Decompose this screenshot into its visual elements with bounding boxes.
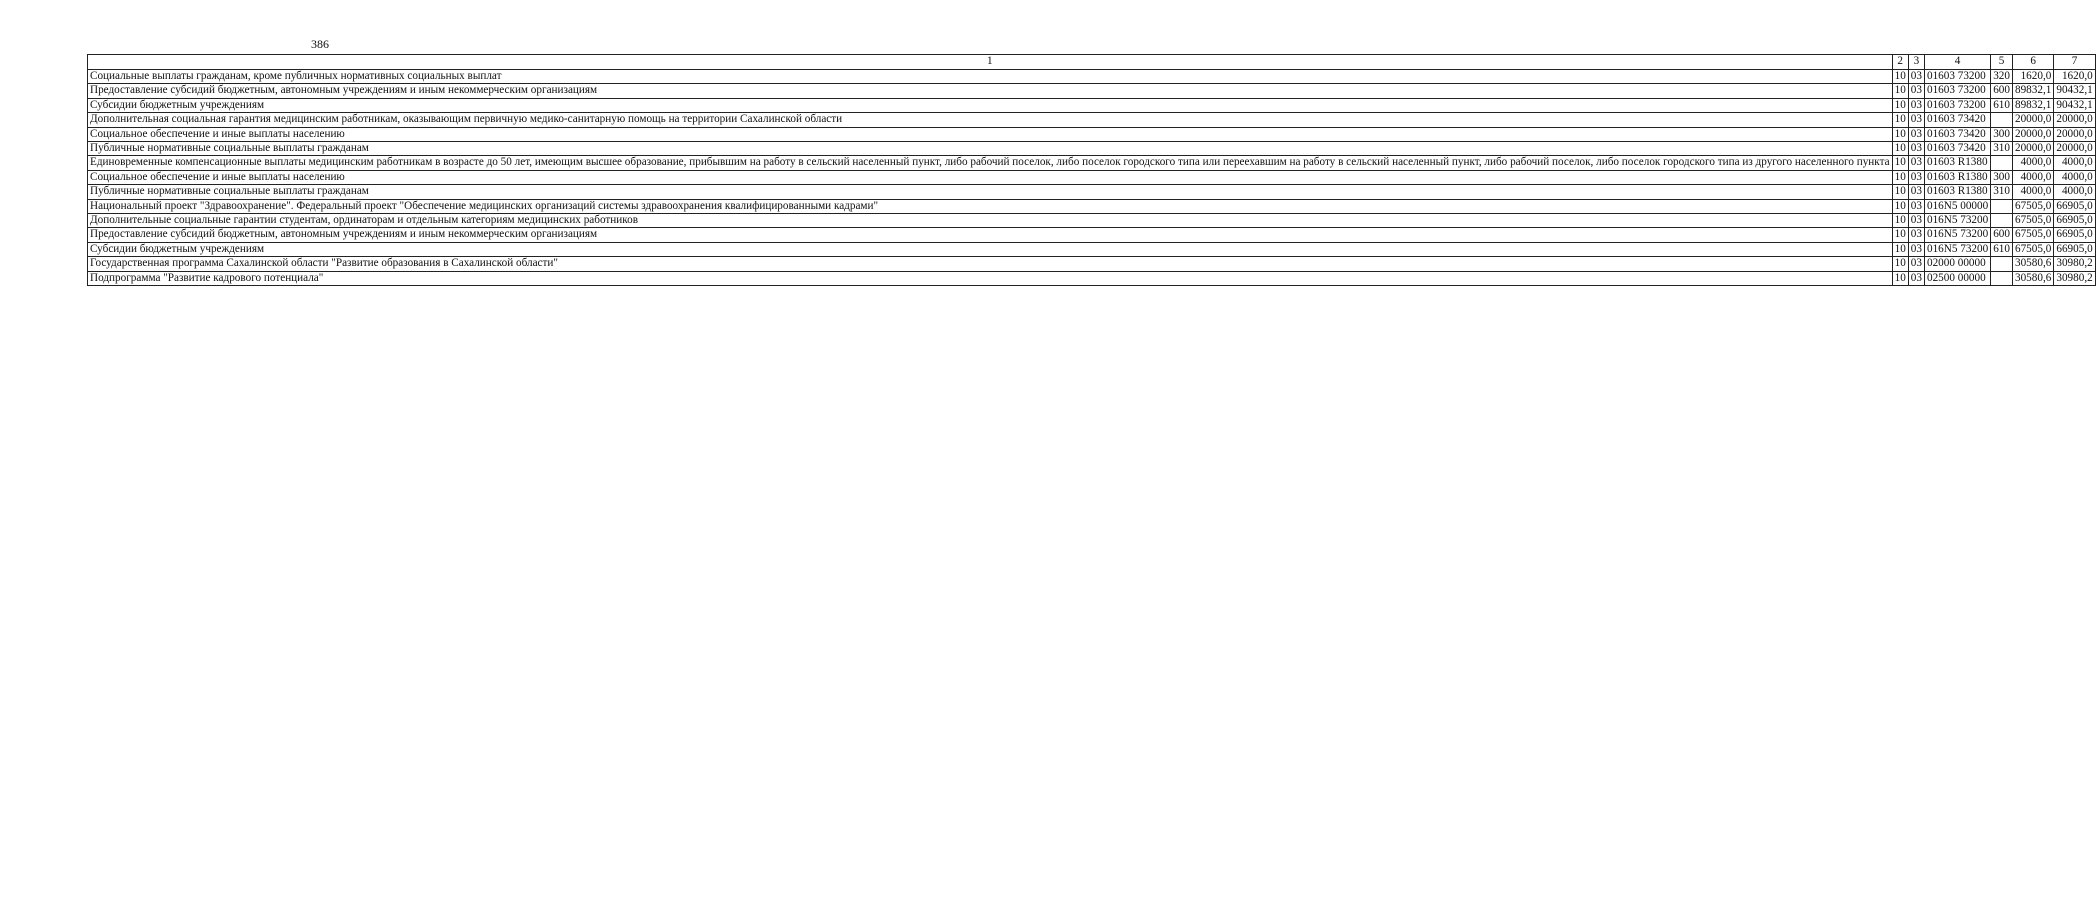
row-name: Дополнительная социальная гарантия медицинским работникам, оказывающим первичную медико-санитарную помощь на территории Сахалинской области — [88, 113, 1893, 127]
row-value-2: 66905,0 — [2054, 228, 2095, 242]
row-target-code: 016N5 73200 — [1924, 242, 1990, 256]
row-subsection: 03 — [1908, 271, 1924, 285]
row-subsection: 03 — [1908, 98, 1924, 112]
row-target-code: 01603 73200 — [1924, 98, 1990, 112]
table-row — [88, 84, 2096, 98]
row-value-1: 4000,0 — [2012, 170, 2053, 184]
row-name: Субсидии бюджетным учреждениям — [88, 242, 1893, 256]
row-target-code: 01603 R1380 — [1924, 156, 1990, 170]
row-expense-type — [1991, 156, 2013, 170]
row-value-1: 89832,1 — [2012, 98, 2053, 112]
row-name: Социальное обеспечение и иные выплаты населению — [88, 170, 1893, 184]
row-target-code: 02000 00000 — [1924, 257, 1990, 271]
row-subsection: 03 — [1908, 214, 1924, 228]
header-col-5: 5 — [1991, 55, 2013, 70]
table-row — [88, 214, 2096, 228]
row-target-code: 01603 73200 — [1924, 70, 1990, 84]
row-section: 10 — [1892, 185, 1908, 199]
row-name: Социальные выплаты гражданам, кроме публичных нормативных социальных выплат — [88, 70, 1893, 84]
table-row — [88, 70, 2096, 84]
row-subsection: 03 — [1908, 242, 1924, 256]
row-section: 10 — [1892, 84, 1908, 98]
table-row — [88, 228, 2096, 242]
row-value-2: 30980,2 — [2054, 271, 2095, 285]
row-section: 10 — [1892, 257, 1908, 271]
row-expense-type: 310 — [1991, 185, 2013, 199]
row-value-2: 66905,0 — [2054, 199, 2095, 213]
row-value-1: 20000,0 — [2012, 142, 2053, 156]
row-target-code: 01603 73420 — [1924, 127, 1990, 141]
row-target-code: 02500 00000 — [1924, 271, 1990, 285]
row-expense-type: 610 — [1991, 242, 2013, 256]
row-expense-type: 600 — [1991, 228, 2013, 242]
row-name: Дополнительные социальные гарантии студентам, ординаторам и отдельным категориям медицинских работников — [88, 214, 1893, 228]
row-target-code: 016N5 73200 — [1924, 214, 1990, 228]
row-subsection: 03 — [1908, 199, 1924, 213]
row-subsection: 03 — [1908, 170, 1924, 184]
row-expense-type: 600 — [1991, 84, 2013, 98]
row-expense-type: 610 — [1991, 98, 2013, 112]
row-value-1: 20000,0 — [2012, 113, 2053, 127]
row-subsection: 03 — [1908, 84, 1924, 98]
row-value-1: 1620,0 — [2012, 70, 2053, 84]
header-col-2: 2 — [1892, 55, 1908, 70]
header-col-1: 1 — [88, 55, 1893, 70]
row-name: Государственная программа Сахалинской области "Развитие образования в Сахалинской области" — [88, 257, 1893, 271]
page-number: 386 — [311, 37, 329, 51]
row-target-code: 01603 R1380 — [1924, 185, 1990, 199]
table-row — [88, 170, 2096, 184]
table-row — [88, 242, 2096, 256]
row-section: 10 — [1892, 113, 1908, 127]
row-section: 10 — [1892, 70, 1908, 84]
row-section: 10 — [1892, 271, 1908, 285]
row-section: 10 — [1892, 199, 1908, 213]
header-col-6: 6 — [2012, 55, 2053, 70]
row-target-code: 01603 73200 — [1924, 84, 1990, 98]
header-row — [88, 55, 2096, 70]
row-subsection: 03 — [1908, 70, 1924, 84]
row-subsection: 03 — [1908, 113, 1924, 127]
row-value-1: 89832,1 — [2012, 84, 2053, 98]
row-value-2: 66905,0 — [2054, 214, 2095, 228]
table-row — [88, 199, 2096, 213]
row-value-2: 20000,0 — [2054, 113, 2095, 127]
row-name: Предоставление субсидий бюджетным, автономным учреждениям и иным некоммерческим организациям — [88, 228, 1893, 242]
row-name: Публичные нормативные социальные выплаты гражданам — [88, 185, 1893, 199]
row-target-code: 01603 73420 — [1924, 113, 1990, 127]
row-target-code: 01603 73420 — [1924, 142, 1990, 156]
row-value-1: 67505,0 — [2012, 242, 2053, 256]
row-target-code: 016N5 73200 — [1924, 228, 1990, 242]
table-row — [88, 156, 2096, 170]
row-value-1: 4000,0 — [2012, 156, 2053, 170]
row-value-2: 90432,1 — [2054, 98, 2095, 112]
row-expense-type — [1991, 257, 2013, 271]
row-value-2: 4000,0 — [2054, 185, 2095, 199]
row-name: Публичные нормативные социальные выплаты гражданам — [88, 142, 1893, 156]
row-target-code: 01603 R1380 — [1924, 170, 1990, 184]
row-section: 10 — [1892, 156, 1908, 170]
table-row — [88, 271, 2096, 285]
row-subsection: 03 — [1908, 257, 1924, 271]
row-section: 10 — [1892, 170, 1908, 184]
row-name: Субсидии бюджетным учреждениям — [88, 98, 1893, 112]
row-section: 10 — [1892, 127, 1908, 141]
row-value-2: 30980,2 — [2054, 257, 2095, 271]
header-col-7: 7 — [2054, 55, 2095, 70]
table-row — [88, 185, 2096, 199]
row-subsection: 03 — [1908, 185, 1924, 199]
table-row — [88, 142, 2096, 156]
row-subsection: 03 — [1908, 127, 1924, 141]
table-row — [88, 127, 2096, 141]
table-row — [88, 113, 2096, 127]
row-expense-type: 300 — [1991, 170, 2013, 184]
row-name: Единовременные компенсационные выплаты медицинским работникам в возрасте до 50 лет, имеющим высшее образование, прибывшим на работу в сельский населенный пункт, либо рабочий поселок, либо поселок городского типа или переехавшим на работу в сельский населенный пункт, либо рабочий поселок, либо поселок городского типа из другого населенного пункта — [88, 156, 1893, 170]
row-name: Социальное обеспечение и иные выплаты населению — [88, 127, 1893, 141]
row-value-1: 30580,6 — [2012, 271, 2053, 285]
row-value-2: 4000,0 — [2054, 170, 2095, 184]
row-value-2: 4000,0 — [2054, 156, 2095, 170]
row-subsection: 03 — [1908, 142, 1924, 156]
row-value-1: 67505,0 — [2012, 199, 2053, 213]
row-target-code: 016N5 00000 — [1924, 199, 1990, 213]
row-value-1: 4000,0 — [2012, 185, 2053, 199]
row-subsection: 03 — [1908, 156, 1924, 170]
row-expense-type: 310 — [1991, 142, 2013, 156]
row-value-2: 20000,0 — [2054, 142, 2095, 156]
header-col-3: 3 — [1908, 55, 1924, 70]
row-value-2: 1620,0 — [2054, 70, 2095, 84]
row-expense-type: 300 — [1991, 127, 2013, 141]
row-name: Национальный проект "Здравоохранение". Федеральный проект "Обеспечение медицинских организаций системы здравоохранения квалифицированными кадрами" — [88, 199, 1893, 213]
table-row — [88, 257, 2096, 271]
row-value-2: 20000,0 — [2054, 127, 2095, 141]
row-section: 10 — [1892, 98, 1908, 112]
budget-table — [87, 54, 2096, 286]
table-row — [88, 98, 2096, 112]
row-name: Предоставление субсидий бюджетным, автономным учреждениям и иным некоммерческим организациям — [88, 84, 1893, 98]
row-value-1: 30580,6 — [2012, 257, 2053, 271]
row-value-1: 67505,0 — [2012, 228, 2053, 242]
row-expense-type — [1991, 199, 2013, 213]
row-value-2: 66905,0 — [2054, 242, 2095, 256]
row-section: 10 — [1892, 242, 1908, 256]
row-section: 10 — [1892, 142, 1908, 156]
row-expense-type — [1991, 271, 2013, 285]
row-name: Подпрограмма "Развитие кадрового потенциала" — [88, 271, 1893, 285]
row-section: 10 — [1892, 228, 1908, 242]
row-value-2: 90432,1 — [2054, 84, 2095, 98]
row-expense-type — [1991, 214, 2013, 228]
row-value-1: 67505,0 — [2012, 214, 2053, 228]
row-expense-type — [1991, 113, 2013, 127]
header-col-4: 4 — [1924, 55, 1990, 70]
row-value-1: 20000,0 — [2012, 127, 2053, 141]
row-section: 10 — [1892, 214, 1908, 228]
row-subsection: 03 — [1908, 228, 1924, 242]
row-expense-type: 320 — [1991, 70, 2013, 84]
